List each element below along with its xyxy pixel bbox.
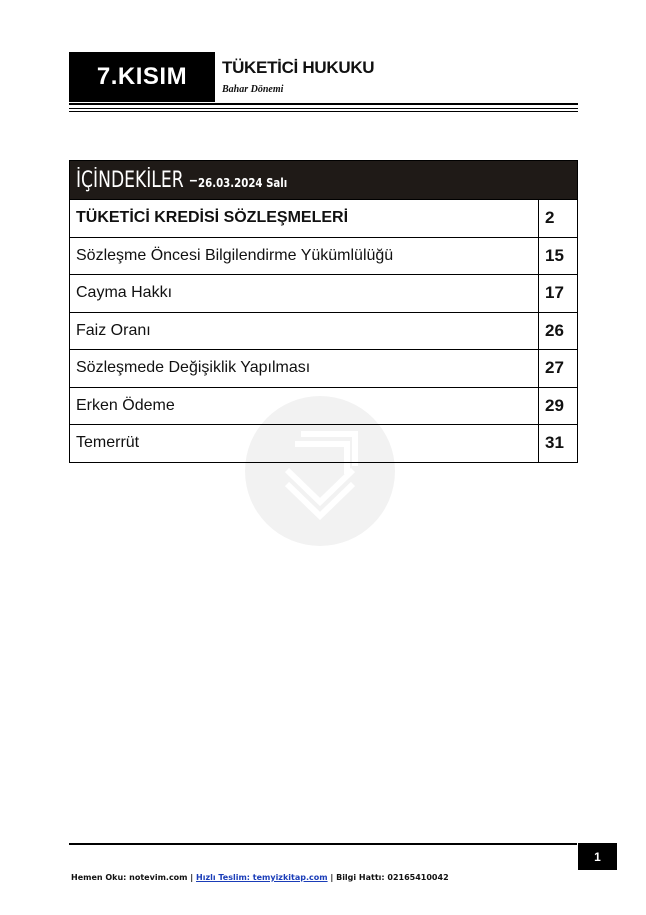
toc-item-title: Sözleşmede Değişiklik Yapılması [70,350,539,387]
toc-row[interactable] [70,199,577,237]
footer-link[interactable]: Hızlı Teslim: temyizkitap.com [196,873,328,882]
course-subtitle: Bahar Dönemi [222,84,284,95]
toc-row[interactable] [70,349,577,387]
toc-heading: İÇİNDEKİLER – [76,167,198,193]
header-rule [69,103,578,105]
toc-row[interactable] [70,237,577,275]
footer-hotline: Bilgi Hattı: 02165410042 [336,873,449,882]
toc-item-title: Faiz Oranı [70,313,539,350]
toc-row[interactable] [70,387,577,425]
toc-item-page: 17 [545,283,564,303]
table-of-contents [69,160,578,463]
toc-date: 26.03.2024 Salı [198,176,288,190]
header-rule-thin [69,108,578,109]
toc-item-page: 31 [545,433,564,453]
toc-item-page: 15 [545,245,564,265]
page-number: 1 [578,843,617,870]
footer-separator: | [187,873,197,882]
footer-separator: | [327,873,337,882]
toc-item-title: TÜKETİCİ KREDİSİ SÖZLEŞMELERİ [70,200,539,237]
toc-item-page: 2 [545,208,555,228]
toc-row[interactable] [70,424,577,462]
toc-item-title: Cayma Hakkı [70,275,539,312]
toc-item-page: 26 [545,320,564,340]
toc-item-page: 29 [545,395,564,415]
toc-item-title: Erken Ödeme [70,388,539,425]
header-rule-thin-2 [69,111,578,112]
section-label: 7.KISIM [69,52,215,102]
toc-header [70,161,577,199]
footer-text [71,873,449,882]
course-title: TÜKETİCİ HUKUKU [222,58,375,77]
footer-prefix: Hemen Oku: notevim.com [71,873,188,882]
footer-rule [69,843,577,845]
toc-row[interactable] [70,274,577,312]
toc-item-page: 27 [545,358,564,378]
toc-row[interactable] [70,312,577,350]
toc-item-title: Temerrüt [70,425,539,462]
toc-item-title: Sözleşme Öncesi Bilgilendirme Yükümlülüğü [70,238,539,275]
